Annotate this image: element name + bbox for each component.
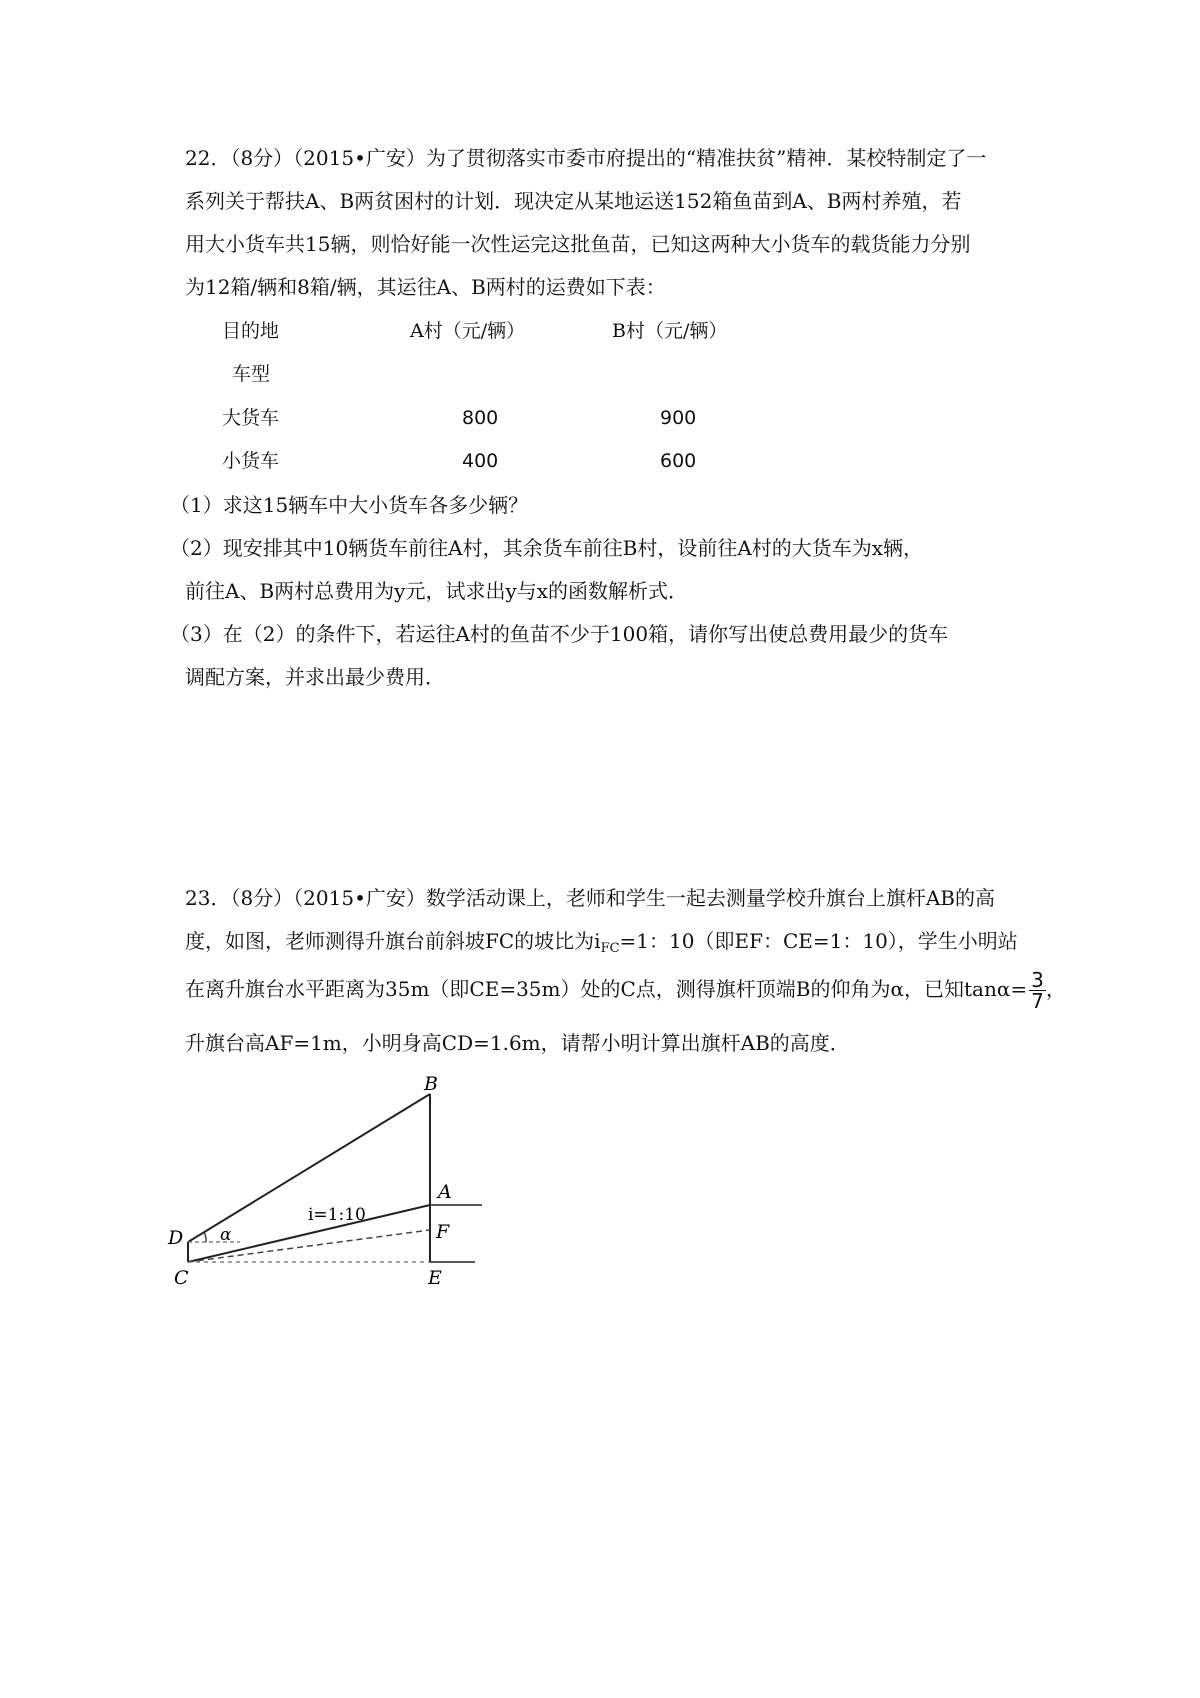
slope-subscript: FC <box>600 941 620 956</box>
q23-line-2-start: 度，如图，老师测得升旗台前斜坡FC的坡比为i <box>185 929 601 953</box>
table-cell: 800 <box>462 407 499 429</box>
label-c: C <box>174 1267 189 1289</box>
alpha-arc <box>204 1232 206 1242</box>
slope-label: i=1:10 <box>308 1205 366 1225</box>
label-f: F <box>436 1221 450 1243</box>
tan-fraction <box>1029 970 1046 1011</box>
table-cell: 900 <box>660 407 697 429</box>
flagpole-figure <box>160 1070 500 1290</box>
table-header-b: B村（元/辆） <box>612 320 728 342</box>
q22-part-3-cont: 调配方案，并求出最少费用． <box>185 665 445 689</box>
q23-line-3 <box>185 970 1066 1011</box>
q23-line-2 <box>185 926 1018 964</box>
q22-part-3: （3）在（2）的条件下，若运往A村的鱼苗不少于100箱，请你写出使总费用最少的货车 <box>170 622 949 646</box>
table-corner-top: 目的地 <box>222 320 280 342</box>
label-d: D <box>168 1227 184 1249</box>
q22-line-4: 为12箱/辆和8箱/辆，其运往A、B两村的运费如下表： <box>185 275 666 299</box>
q22-part-1: （1）求这15辆车中大小货车各多少辆？ <box>170 493 529 517</box>
table-corner-bottom: 车型 <box>232 363 271 385</box>
table-cell: 400 <box>462 450 499 472</box>
label-b: B <box>424 1073 438 1095</box>
q23-line-3-comma: ， <box>1045 977 1066 1001</box>
q23-line-4: 升旗台高AF=1m，小明身高CD=1.6m，请帮小明计算出旗杆AB的高度． <box>185 1031 850 1055</box>
q23-line-2-end: =1：10（即EF：CE=1：10），学生小明站 <box>619 929 1018 953</box>
table-cell: 600 <box>660 450 697 472</box>
q22-part-2-cont: 前往A、B两村总费用为y元，试求出y与x的函数解析式． <box>185 579 689 603</box>
q22-part-2: （2）现安排其中10辆货车前往A村，其余货车前往B村，设前往A村的大货车为x辆， <box>170 536 924 560</box>
label-alpha: α <box>220 1225 232 1245</box>
label-a: A <box>438 1181 452 1203</box>
fraction-denominator: 7 <box>1031 989 1044 1013</box>
table-row-label: 小货车 <box>222 450 280 472</box>
label-e: E <box>428 1267 442 1289</box>
q22-line-1: 22．（8分）（2015•广安）为了贯彻落实市委市府提出的“精准扶贫”精神．某校特制定了一 <box>185 146 987 170</box>
q22-line-2: 系列关于帮扶A、B两贫困村的计划．现决定从某地运送152箱鱼苗到A、B两村养殖，若 <box>185 189 962 213</box>
q23-line-3-text: 在离升旗台水平距离为35m（即CE=35m）处的C点，测得旗杆顶端B的仰角为α，已知tanα= <box>185 977 1028 1001</box>
q22-line-3: 用大小货车共15辆，则恰好能一次性运完这批鱼苗，已知这两种大小货车的载货能力分别 <box>185 232 971 256</box>
table-row-label: 大货车 <box>222 407 280 429</box>
fraction-numerator: 3 <box>1031 968 1044 992</box>
table-header-a: A村（元/辆） <box>410 320 526 342</box>
q23-line-1: 23．（8分）（2015•广安）数学活动课上，老师和学生一起去测量学校升旗台上旗杆AB的高 <box>185 886 996 910</box>
